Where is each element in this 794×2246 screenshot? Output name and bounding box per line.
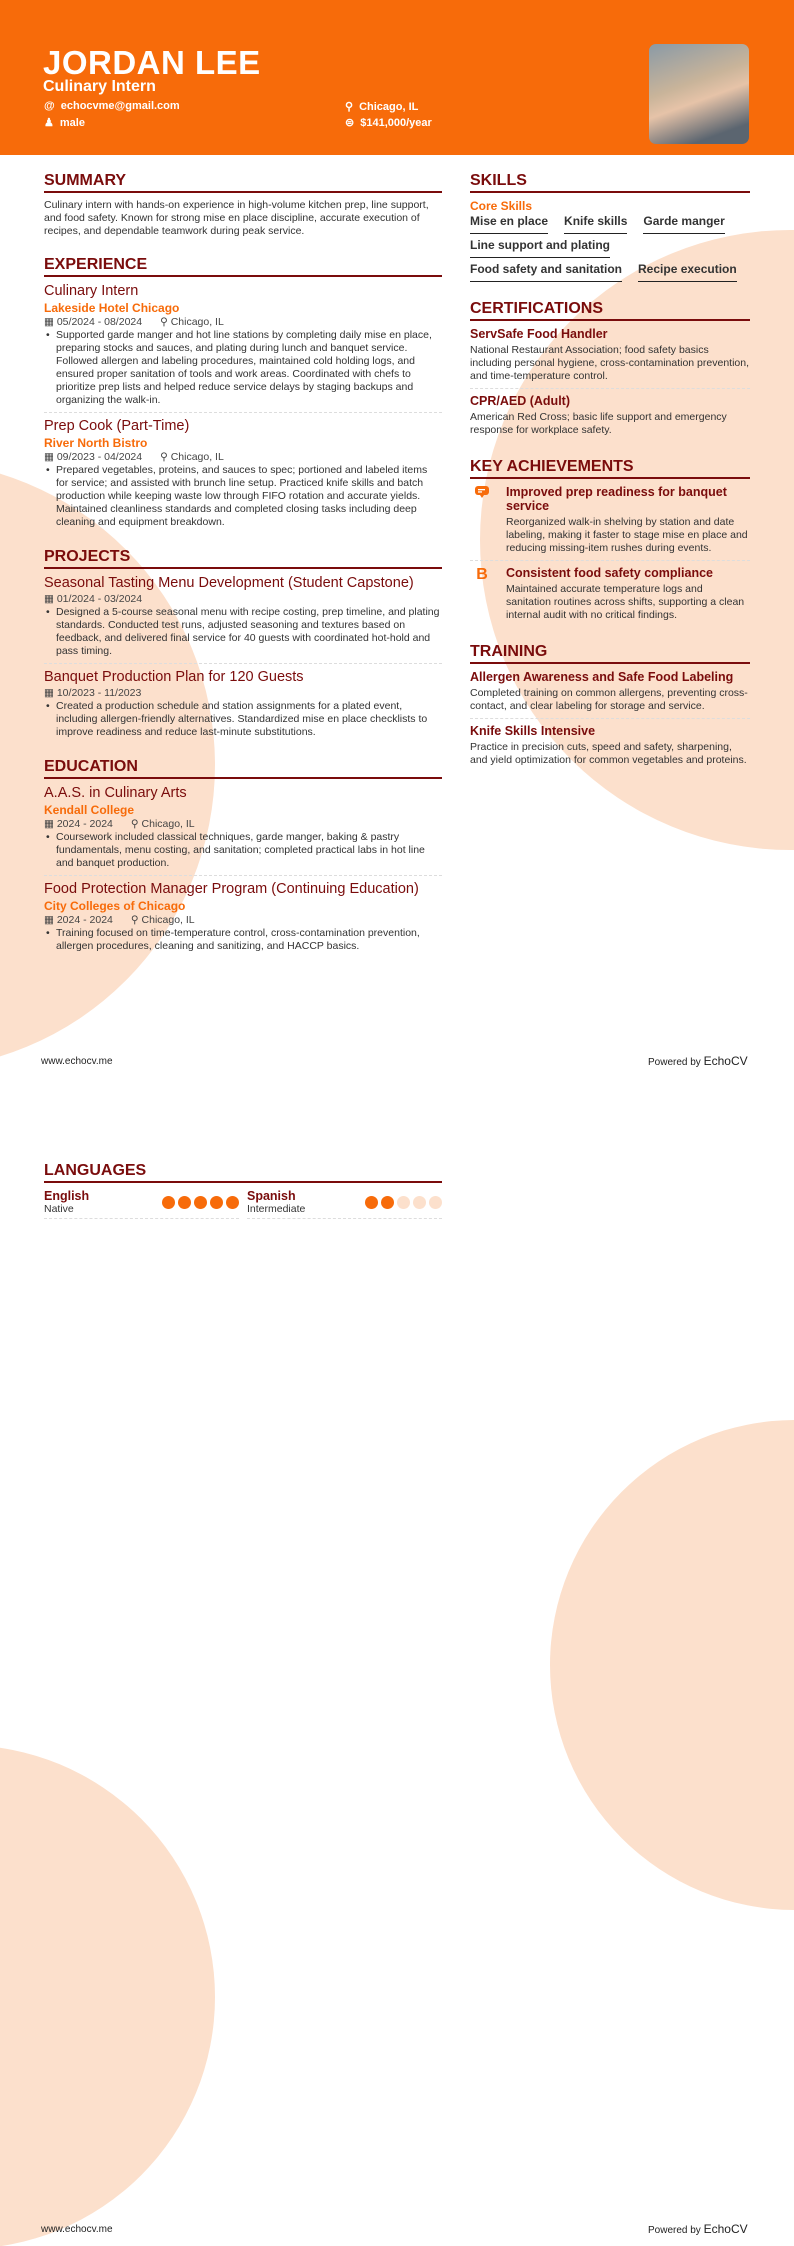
dates: 01/2024 - 03/2024 [56,593,143,605]
location: Chicago, IL [170,316,224,328]
dates: 10/2023 - 11/2023 [56,687,142,699]
contact-email[interactable] [44,100,180,112]
contact-gender [44,116,85,129]
dates: 05/2024 - 08/2024 [56,316,143,328]
b-letter-icon: B [476,566,488,583]
rating-dot [397,1196,410,1209]
languages-section [44,1146,442,1219]
experience-item-meta [44,316,442,328]
education-item-bullet: • Training focused on time-temperature control, cross-contamination prevention, allergen procedures, cleaning and sanitizing, and HACCP basics. [44,927,442,953]
chat-icon [470,485,494,555]
project-item [44,669,442,744]
footer-url[interactable]: www.echocv.me [41,1056,113,1067]
decor-circle [550,1420,794,1910]
decor-circle [0,1745,215,2246]
achievement-item [470,566,750,627]
project-item-meta [44,687,442,699]
experience-item [44,418,442,534]
rating-dot [381,1196,394,1209]
certification-item-title: CPR/AED (Adult) [470,394,570,408]
training-item [470,670,750,719]
rating-dot [210,1196,223,1209]
training-item-text: Practice in precision cuts, speed and safety, sharpening, and yield optimization for common vegetables and proteins. [470,741,747,766]
project-item-title: Seasonal Tasting Menu Development (Student Capstone) [44,575,414,591]
skill-tag: Mise en place [470,214,548,234]
language-level: Intermediate [247,1203,306,1215]
profile-photo [649,44,749,144]
skill-tag: Garde manger [643,214,724,234]
education-item [44,785,442,876]
rating-dot [162,1196,175,1209]
location-pin-icon: ⚲ Chicago, IL [160,316,224,328]
language-rating [365,1189,442,1216]
project-item-meta [44,593,442,605]
project-item-title: Banquet Production Plan for 120 Guests [44,669,304,685]
location-pin-icon: ⚲ Chicago, IL [130,818,195,830]
money-icon: ⊜ [345,117,355,129]
rating-dot [365,1196,378,1209]
certification-item [470,394,750,442]
skill-tag: Line support and plating [470,238,610,258]
language-rating [162,1189,239,1216]
location-text: Chicago, IL [359,100,419,113]
language-item [44,1189,239,1219]
achievement-title: Improved prep readiness for banquet service [506,485,727,513]
at-icon: @ [44,100,55,112]
achievement-text: Reorganized walk-in shelving by station and date labeling, making it faster to stage mise en place and reducing missing-item rushes during events. [506,516,748,554]
language-level: Native [44,1203,74,1215]
project-item [44,575,442,664]
salary-text: $141,000/year [360,116,432,129]
dates: 2024 - 2024 [56,818,113,830]
certifications-heading: CERTIFICATIONS [470,300,750,321]
location: Chicago, IL [170,451,224,463]
calendar-icon: ▦ 09/2023 - 04/2024 [44,451,143,463]
training-item-title: Knife Skills Intensive [470,724,596,738]
experience-item-title: Culinary Intern [44,283,139,299]
project-item-bullet: • Designed a 5-course seasonal menu with recipe costing, prep timeline, and plating standards. Conducted test runs, adjusted seasoning and textures based on feedback, and delivered final service for 40 guests with coordinated hot-hold and pass timing. [44,606,442,658]
training-item-text: Completed training on common allergens, preventing cross-contact, and clear labeling for storage and service. [470,687,748,712]
experience-item-bullet: • Supported garde manger and hot line stations by completing daily mise en place, preparing stocks and sauces, and plating during lunch and banquet service. Followed allergen and labeling procedures, maintained cold holding logs, and ensured proper sanitation of tools and work areas. Coordinated with chefs to prioritize prep lists and helped reduce service delays by staging backups and organizing the walk-in. [44,329,442,407]
education-item-organization: Kendall College [44,803,135,817]
calendar-icon: ▦ 2024 - 2024 [44,914,113,926]
calendar-icon: ▦ 01/2024 - 03/2024 [44,593,143,605]
skill-tag: Food safety and sanitation [470,262,622,282]
location-pin-icon: ⚲ Chicago, IL [160,451,224,463]
location: Chicago, IL [141,818,195,830]
candidate-name: JORDAN LEE [43,44,261,81]
project-item-bullet: • Created a production schedule and station assignments for a plated event, including allergen-friendly alternatives. Standardized mise en place checklists to improve readiness and reduce last-minute substitutions. [44,700,442,739]
achievement-text: Maintained accurate temperature logs and sanitation routines across shifts, supporting a clean internal audit with no critical findings. [506,583,745,621]
education-item-meta [44,818,442,830]
education-item-bullet: • Coursework included classical techniques, garde manger, baking & pastry fundamentals, menu costing, and sanitation; completed practical labs in hot line and banquet production. [44,831,442,870]
training-item-title: Allergen Awareness and Safe Food Labeling [470,670,734,684]
left-column [44,156,442,963]
experience-item-organization: Lakeside Hotel Chicago [44,301,180,315]
education-item-title: Food Protection Manager Program (Continuing Education) [44,881,419,897]
languages-heading: LANGUAGES [44,1162,442,1183]
experience-item-meta [44,451,442,463]
rating-dot [413,1196,426,1209]
powered-text: Powered by [648,2225,701,2236]
certification-item-text: American Red Cross; basic life support and emergency response for workplace safety. [470,411,727,436]
dates: 09/2023 - 04/2024 [56,451,143,463]
training-item [470,724,750,772]
experience-item-organization: River North Bistro [44,436,148,450]
achievement-title: Consistent food safety compliance [506,566,713,580]
education-item-organization: City Colleges of Chicago [44,899,186,913]
summary-heading: SUMMARY [44,172,442,193]
calendar-icon: ▦ 05/2024 - 08/2024 [44,316,143,328]
experience-heading: EXPERIENCE [44,256,442,277]
education-item-title: A.A.S. in Culinary Arts [44,785,187,801]
rating-dot [226,1196,239,1209]
footer-powered [648,2222,748,2236]
rating-dot [178,1196,191,1209]
language-name: English [44,1189,90,1203]
powered-text: Powered by [648,1057,701,1068]
brand-text: EchoCV [703,1054,748,1068]
projects-heading: PROJECTS [44,548,442,569]
location-pin-icon: ⚲ Chicago, IL [130,914,195,926]
achievements-heading: KEY ACHIEVEMENTS [470,458,750,479]
training-heading: TRAINING [470,643,750,664]
header [0,0,794,155]
calendar-icon: ▦ 2024 - 2024 [44,818,113,830]
experience-item-bullet: • Prepared vegetables, proteins, and sauces to spec; portioned and labeled items for service; and assisted with brunch line setup. Practiced knife skills and batch production while keeping waste low through FIFO rotation and accurate yields. Maintained cleanliness standards and completed closing tasks including deep cleaning and equipment breakdown. [44,464,442,529]
education-heading: EDUCATION [44,758,442,779]
brand-text: EchoCV [703,2222,748,2236]
skill-tag: Knife skills [564,214,627,234]
education-item [44,881,442,958]
certification-item [470,327,750,389]
experience-item [44,283,442,413]
rating-dot [194,1196,207,1209]
contact-salary [345,116,432,129]
summary-text: Culinary intern with hands-on experience in high-volume kitchen prep, line support, and food safety. Known for strong mise en place discipline, accurate execution of recipes, and dependable teamwork during peak service. [44,199,429,237]
calendar-icon: ▦ 10/2023 - 11/2023 [44,687,142,699]
achievement-item [470,485,750,561]
language-item [247,1189,442,1219]
right-column [470,156,750,777]
candidate-title: Culinary Intern [43,78,156,95]
contact-location [345,100,418,113]
language-name: Spanish [247,1189,296,1203]
education-item-meta [44,914,442,926]
certification-item-text: National Restaurant Association; food safety basics including personal hygiene, cross-contamination prevention, and time-temperature control. [470,344,749,382]
location-pin-icon: ⚲ [345,101,354,113]
skill-tag: Recipe execution [638,262,737,282]
rating-dot [429,1196,442,1209]
email-text: echocvme@gmail.com [60,100,180,112]
certification-item-title: ServSafe Food Handler [470,327,608,341]
skills-heading: SKILLS [470,172,750,193]
dates: 2024 - 2024 [56,914,113,926]
location: Chicago, IL [141,914,195,926]
person-icon: ♟ [44,117,54,129]
footer-url[interactable]: www.echocv.me [41,2224,113,2235]
skills-group-title: Core Skills [470,199,533,213]
experience-item-title: Prep Cook (Part-Time) [44,418,190,434]
gender-text: male [59,116,85,129]
footer-powered [648,1054,748,1068]
